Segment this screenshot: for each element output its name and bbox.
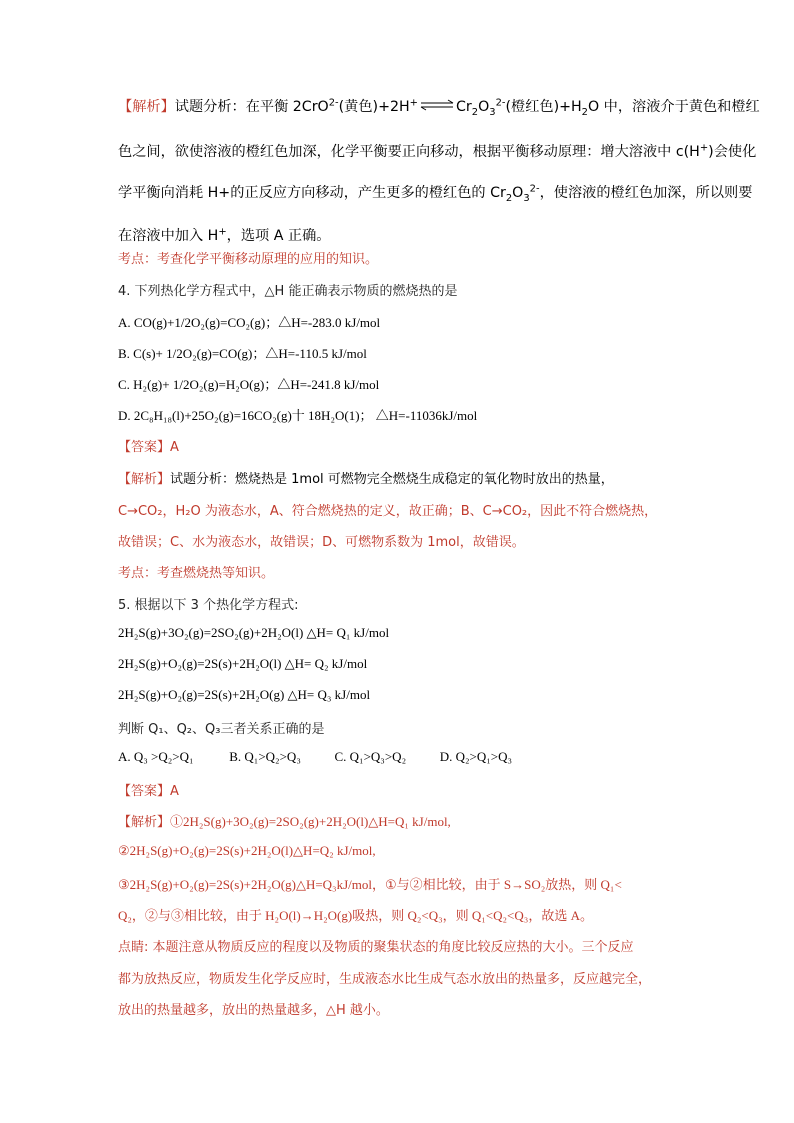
q4-kaodian: 考点：考查燃烧热等知识。 (118, 566, 275, 581)
q5-answer: 【答案】A (118, 784, 179, 799)
q5-options (118, 749, 512, 765)
para1-line4: 在溶液中加入 H+，选项 A 正确。 (118, 226, 331, 244)
q5-dianjing-line3: 放出的热量越多，放出的热量越多，△H 越小。 (118, 1003, 389, 1018)
q5-analysis-line4: Q₂，②与③相比较，由于 H₂O(l)→H₂O(g)吸热，则 Q₂<Q₃，则 Q₁<Q₂<Q₃，故选 A。 (118, 908, 593, 923)
kaodian-1: 考点：考查化学平衡移动原理的应用的知识。 (118, 252, 379, 267)
q4-analysis-line2: C→CO₂，H₂O 为液态水，A、符合燃烧热的定义，故正确；B、C→CO₂，因此不符合燃烧热， (118, 504, 658, 519)
q4-option-d: D. 2C₈H₁₈(l)+25O₂(g)=16CO₂(g)十 18H₂O(1)； △H=-11036kJ/mol (118, 408, 478, 423)
analysis-bracket: 【解析】 (118, 99, 175, 115)
q5-dianjing-line2: 都为放热反应，物质发生化学反应时，生成液态水比生成气态水放出的热量多，反应越完全， (118, 972, 652, 987)
equilibrium-arrow-icon (420, 99, 454, 111)
q4-option-c: C. H₂(g)+ 1/2O₂(g)=H₂O(g)；△H=-241.8 kJ/mol (118, 377, 380, 392)
q4-analysis-line1: 【解析】试题分析：燃烧热是 1mol 可燃物完全燃烧生成稳定的氧化物时放出的热量， (118, 472, 614, 487)
q5-analysis-line1: 【解析】①2H₂S(g)+3O₂(g)=2SO₂(g)+2H₂O(l)△H=Q₁ kJ/mol, (118, 814, 451, 829)
q4-answer: 【答案】A (118, 440, 179, 455)
para1-line2: 色之间，欲使溶液的橙红色加深，化学平衡要正向移动，根据平衡移动原理：增大溶液中 c(H+)会使化 (118, 142, 757, 160)
q4-option-a: A. CO(g)+1/2O₂(g)=CO₂(g)；△H=-283.0 kJ/mol (118, 315, 381, 330)
q4-analysis-line3: 故错误；C、水为液态水，故错误；D、可燃物系数为 1mol，故错误。 (118, 535, 525, 550)
q5-option-b: B. Q₁>Q₂>Q₃ (229, 749, 301, 764)
q5-stem: 5. 根据以下 3 个热化学方程式: (118, 598, 299, 613)
q5-option-c: C. Q₁>Q₃>Q₂ (334, 749, 407, 764)
q5-option-a: A. Q₃ >Q₂>Q₁ (118, 749, 194, 764)
q5-equation-3: 2H₂S(g)+O₂(g)=2S(s)+2H₂O(g) △H= Q₃ kJ/mol (118, 687, 371, 702)
q5-dianjing-line1: 点睛: 本题注意从物质反应的程度以及物质的聚集状态的角度比较反应热的大小。三个反应 (118, 940, 634, 955)
q5-option-d: D. Q₂>Q₁>Q₃ (439, 749, 513, 764)
para1-line3: 学平衡向消耗 H+的正反应方向移动，产生更多的橙红色的 $Cr_2O_3^{2-}$，使溶液的橙红色加深，所以则要 (118, 183, 753, 204)
q5-equation-1: 2H₂S(g)+3O₂(g)=2SO₂(g)+2H₂O(l) △H= Q₁ kJ/mol (118, 625, 390, 640)
q5-analysis-line2: ②2H₂S(g)+O₂(g)=2S(s)+2H₂O(l)△H=Q₂ kJ/mol, (118, 843, 376, 858)
q4-option-b: B. C(s)+ 1/2O₂(g)=CO(g)；△H=-110.5 kJ/mol (118, 346, 367, 361)
q4-stem: 4. 下列热化学方程式中，△H 能正确表示物质的燃烧热的是 (118, 284, 458, 299)
q5-equation-2: 2H₂S(g)+O₂(g)=2S(s)+2H₂O(l) △H= Q₂ kJ/mol (118, 656, 368, 671)
q5-judge: 判断 Q₁、Q₂、Q₃三者关系正确的是 (118, 722, 325, 737)
q5-analysis-line3: ③2H₂S(g)+O₂(g)=2S(s)+2H₂O(g)△H=Q₃kJ/mol，①与②相比较，由于 S→SO₂放热，则 Q₁< (118, 877, 622, 892)
para1-line1: 【解析】试题分析：在平衡 2CrO$^{2-}$(黄色)+2H+ $Cr_2O_3^{2-}$(橙红色)$+H_2O$ 中，溶液介于黄色和橙红 (118, 97, 760, 118)
